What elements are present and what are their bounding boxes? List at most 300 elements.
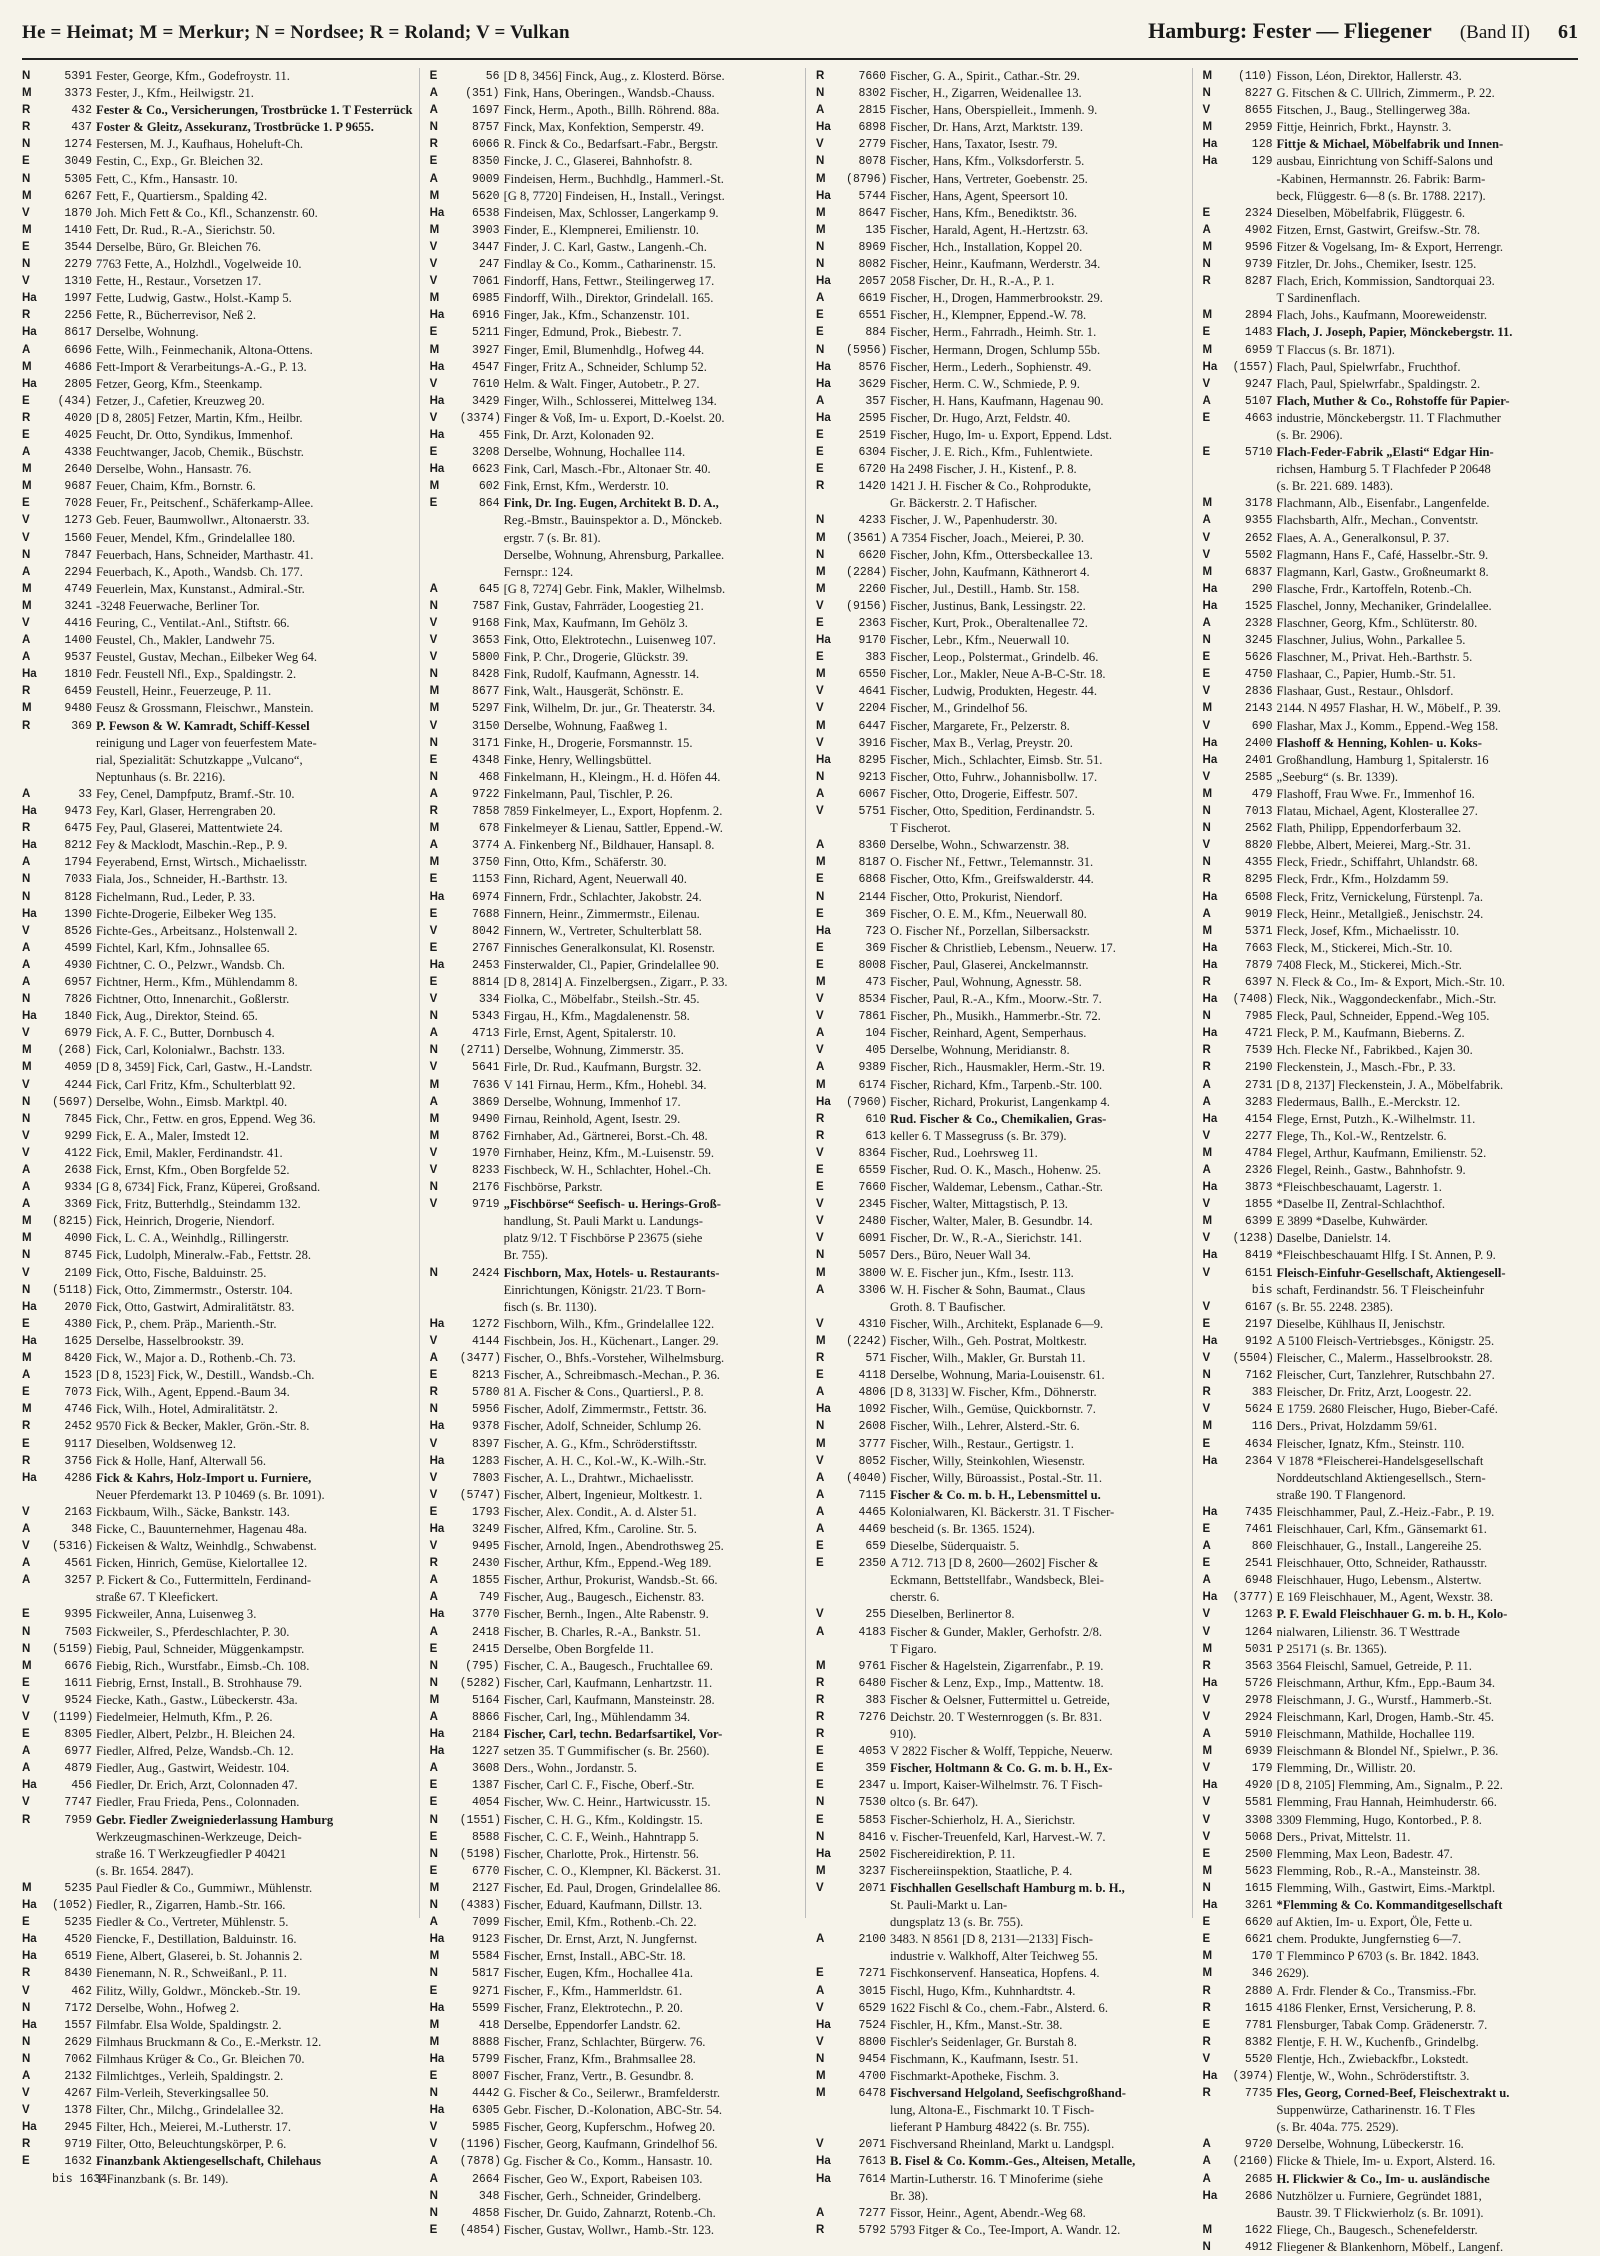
exchange-legend: He = Heimat; M = Merkur; N = Nordsee; R = Roland; V = Vulkan xyxy=(22,22,570,43)
phone-number: 9596 xyxy=(1244,240,1273,254)
phone-number: 5599 xyxy=(471,2001,500,2015)
exchange-code: Ha xyxy=(816,753,831,766)
directory-entry xyxy=(1203,376,1572,393)
phone-number: 9473 xyxy=(64,805,92,819)
directory-entry xyxy=(816,1555,1185,1572)
directory-entry xyxy=(816,1367,1185,1384)
entry-text: Fischer, Mich., Schlachter, Eimsb. Str. 51. xyxy=(890,752,1103,767)
phone-number: 4442 xyxy=(471,2087,500,2101)
entry-text: Fischer, O. E. M., Kfm., Neuerwall 80. xyxy=(890,906,1087,921)
entry-text: Fischer, Dr. Hans, Arzt, Marktstr. 139. xyxy=(890,120,1083,135)
directory-entry xyxy=(430,2085,799,2102)
entry-text: V 1878 *Fleischerei-Handelsgesellschaft xyxy=(1276,1453,1484,1468)
directory-entry xyxy=(22,273,413,290)
entry-text: Fischer, Hans, Agent, Speersort 10. xyxy=(890,188,1068,203)
exchange-code xyxy=(1203,478,1233,495)
directory-entry xyxy=(1203,2171,1572,2188)
entry-text: G. Fitschen & C. Ullrich, Zimmerm., P. 22. xyxy=(1276,86,1495,101)
directory-entry xyxy=(430,1794,799,1811)
phone-number: 437 xyxy=(71,121,92,135)
directory-entry xyxy=(1203,1863,1572,1880)
phone-number: 3563 xyxy=(1244,1659,1273,1673)
directory-entry xyxy=(22,1589,413,1606)
entry-text: Fischer, Richard, Kfm., Tarpenb.-Str. 100. xyxy=(890,1077,1103,1092)
exchange-code: E xyxy=(816,463,824,476)
entry-text: Fliege, Ch., Baugesch., Schenefelderstr. xyxy=(1276,2222,1478,2237)
directory-entry xyxy=(22,1965,413,1982)
exchange-code: Ha xyxy=(22,326,37,339)
exchange-code: Ha xyxy=(1202,599,1218,612)
entry-text: Fiebig, Paul, Schneider, Müggenkampstr. xyxy=(96,1641,305,1656)
exchange-code: R xyxy=(816,1728,825,1741)
entry-text: Flasche, Frdr., Kartoffeln, Rotenb.-Ch. xyxy=(1276,581,1472,596)
phone-number: 6957 xyxy=(64,975,92,989)
entry-text: Feucht, Dr. Otto, Syndikus, Immenhof. xyxy=(96,427,293,442)
phone-number: 2345 xyxy=(858,1198,887,1212)
directory-entry xyxy=(816,188,1185,205)
entry-text: Ha 2498 Fischer, J. H., Kistenf., P. 8. xyxy=(890,462,1077,477)
exchange-code: N xyxy=(429,2189,438,2202)
directory-entry xyxy=(430,1931,799,1948)
entry-text: Fischbörse, Parkstr. xyxy=(503,1180,603,1195)
entry-text: Finnern, Frdr., Schlachter, Jakobstr. 24. xyxy=(503,889,702,904)
phone-number: 3171 xyxy=(471,736,500,750)
entry-text: Fink, Ernst, Kfm., Werderstr. 10. xyxy=(503,479,669,494)
directory-entry xyxy=(1203,1538,1572,1555)
directory-entry xyxy=(1203,1436,1572,1453)
phone-number: 3927 xyxy=(471,343,500,357)
exchange-code: V xyxy=(22,1693,30,1706)
exchange-code: R xyxy=(1202,873,1211,886)
exchange-code: N xyxy=(816,1420,825,1433)
phone-number: 7271 xyxy=(858,1967,887,1981)
directory-entry xyxy=(22,119,413,136)
entry-text: Fitzen, Ernst, Gastwirt, Greifsw.-Str. 78. xyxy=(1276,222,1480,237)
exchange-code xyxy=(816,1948,846,1965)
entry-text: Fischer, Holtmann & Co. G. m. b. H., Ex- xyxy=(890,1761,1113,1776)
phone-number: 4641 xyxy=(858,685,887,699)
exchange-code: E xyxy=(22,2155,30,2168)
exchange-code: V xyxy=(816,2001,824,2014)
exchange-code: M xyxy=(429,685,440,698)
entry-text: Fischer, Franz, Schlachter, Bürgerw. 76. xyxy=(503,2034,706,2049)
exchange-code: V xyxy=(22,1796,30,1809)
entry-text: Finnisches Generalkonsulat, Kl. Rosenstr. xyxy=(503,940,715,955)
directory-entry xyxy=(1203,1983,1572,2000)
phone-number xyxy=(460,1282,504,1299)
entry-text: E 1759. 2680 Fleischer, Hugo, Bieber-Café. xyxy=(1276,1402,1498,1417)
exchange-code: M xyxy=(816,206,826,219)
exchange-code: A xyxy=(1202,514,1211,527)
exchange-code: A xyxy=(816,394,825,407)
exchange-code xyxy=(816,1589,846,1606)
entry-text: Fleck, Nik., Waggondeckenfabr., Mich.-Str. xyxy=(1276,992,1497,1007)
entry-text: Fischer, H., Klempner, Eppend.-W. 78. xyxy=(890,308,1087,323)
entry-text: Fischer, B. Charles, R.-A., Bankstr. 51. xyxy=(503,1624,701,1639)
directory-entry xyxy=(430,1589,799,1606)
directory-entry xyxy=(430,119,799,136)
exchange-code: V xyxy=(816,1608,824,1621)
phone-number: (1052) xyxy=(52,1899,94,1913)
directory-entry xyxy=(1203,256,1572,273)
phone-number: 2500 xyxy=(1244,1847,1273,1861)
exchange-code: E xyxy=(1202,446,1211,459)
entry-text: Fischer, Lor., Makler, Neue A-B-C-Str. 18. xyxy=(890,667,1106,682)
phone-number: 9722 xyxy=(471,787,500,801)
directory-entry xyxy=(430,2171,799,2188)
directory-entry xyxy=(430,718,799,735)
phone-number: 884 xyxy=(865,326,887,340)
directory-entry xyxy=(1203,1504,1572,1521)
entry-text: Fischer, Ww. C. Heinr., Hartwicusstr. 15. xyxy=(503,1795,711,1810)
entry-text: Fickbaum, Wilh., Säcke, Bankstr. 143. xyxy=(96,1504,290,1519)
entry-text: Fleischer, Ignatz, Kfm., Steinstr. 110. xyxy=(1276,1436,1465,1451)
exchange-code xyxy=(1203,2102,1233,2119)
exchange-code: E xyxy=(1202,411,1211,424)
exchange-code: R xyxy=(429,1557,438,1570)
entry-text: Fischer & Lenz, Exp., Imp., Mattentw. 18. xyxy=(890,1675,1104,1690)
phone-number: 2279 xyxy=(64,258,92,272)
phone-number: 6696 xyxy=(64,343,92,357)
exchange-code: Ha xyxy=(1202,753,1218,766)
entry-text: Fischer, Harald, Agent, H.-Hertzstr. 63. xyxy=(890,222,1089,237)
phone-number: 4054 xyxy=(471,1796,500,1810)
directory-entry xyxy=(1203,649,1572,666)
exchange-code: V xyxy=(429,1334,438,1347)
exchange-code: A xyxy=(429,1591,438,1604)
directory-entry xyxy=(816,752,1185,769)
directory-entry xyxy=(1203,752,1572,769)
directory-entry xyxy=(430,991,799,1008)
entry-text: Fischer, O., Bhfs.-Vorsteher, Wilhelmsburg. xyxy=(503,1351,725,1366)
directory-entry xyxy=(1203,239,1572,256)
phone-number: 4380 xyxy=(64,1317,92,1331)
exchange-code: V xyxy=(22,1505,30,1518)
phone-number: (8215) xyxy=(52,1215,94,1229)
exchange-code: V xyxy=(816,138,824,151)
entry-text: chem. Produkte, Jungfernstieg 6—7. xyxy=(1276,1932,1462,1947)
entry-text: Fischer, John, Kaufmann, Käthnerort 4. xyxy=(890,564,1090,579)
exchange-code: A xyxy=(1202,1540,1211,1553)
entry-text: Fischer, C. C. F., Weinh., Hahntrapp 5. xyxy=(503,1829,699,1844)
exchange-code xyxy=(1203,1470,1233,1487)
directory-entry xyxy=(1203,427,1572,444)
exchange-code: E xyxy=(429,155,438,168)
phone-number: 2629 xyxy=(64,2035,92,2049)
directory-entry xyxy=(816,1333,1185,1350)
directory-entry xyxy=(430,735,799,752)
entry-text: Rud. Fischer & Co., Chemikalien, Gras- xyxy=(890,1111,1107,1126)
directory-entry xyxy=(816,923,1185,940)
exchange-code: M xyxy=(1202,2223,1213,2236)
directory-entry xyxy=(22,1265,413,1282)
directory-entry xyxy=(816,1880,1185,1897)
exchange-code: N xyxy=(816,1830,825,1843)
exchange-code: M xyxy=(816,1266,826,1279)
header-right xyxy=(1148,18,1578,44)
entry-text: Flegel, Reinh., Gastw., Bahnhofstr. 9. xyxy=(1276,1163,1466,1177)
exchange-code xyxy=(22,1589,52,1606)
phone-number: (1551) xyxy=(459,1813,501,1827)
phone-number: 864 xyxy=(478,497,500,511)
phone-number: (351) xyxy=(465,87,500,101)
entry-text: Fischkonservenf. Hanseatica, Hopfens. 4. xyxy=(890,1966,1100,1981)
exchange-code: V xyxy=(816,2035,824,2048)
entry-text: Fleischer, Dr. Fritz, Arzt, Loogestr. 22. xyxy=(1276,1385,1472,1400)
entry-text: Fischer, Rud., Loehrsweg 11. xyxy=(890,1145,1038,1160)
directory-entry xyxy=(1203,1965,1572,1982)
directory-entry xyxy=(430,1948,799,1965)
phone-number: 1420 xyxy=(858,480,887,494)
entry-text: Flege, Th., Kol.-W., Rentzelstr. 6. xyxy=(1276,1128,1447,1143)
directory-entry xyxy=(22,1077,413,1094)
phone-number: 3447 xyxy=(471,240,500,254)
exchange-code: Ha xyxy=(1202,890,1218,903)
entry-text: Findeisen, Max, Schlosser, Langerkamp 9. xyxy=(503,205,719,220)
exchange-code: Ha xyxy=(429,1728,445,1741)
exchange-code: N xyxy=(1202,1369,1211,1382)
phone-number: 7663 xyxy=(1244,941,1273,955)
phone-number: 9490 xyxy=(471,1112,500,1126)
entry-text: Fichelmann, Rud., Leder, P. 33. xyxy=(96,889,255,904)
directory-entry xyxy=(430,1829,799,1846)
directory-entry xyxy=(430,2205,799,2222)
exchange-code: Ha xyxy=(22,668,37,681)
phone-number: 2260 xyxy=(858,582,887,596)
entry-text: Br. 755). xyxy=(503,1248,549,1263)
phone-number: 4310 xyxy=(858,1317,887,1331)
entry-text: Fleischhauer, Otto, Schneider, Rathausstr. xyxy=(1276,1556,1488,1571)
directory-entry xyxy=(22,1504,413,1521)
phone-number: (795) xyxy=(465,1659,500,1673)
exchange-code: V xyxy=(1202,1129,1211,1142)
exchange-code: A xyxy=(22,2069,31,2082)
phone-number: 1273 xyxy=(64,514,92,528)
phone-number xyxy=(1233,1487,1277,1504)
exchange-code: V xyxy=(22,1540,30,1553)
exchange-code: A xyxy=(22,1557,31,1570)
exchange-code: A xyxy=(22,634,31,647)
entry-text: Finger, Fritz A., Schneider, Schlump 52. xyxy=(503,359,707,374)
phone-number: 6559 xyxy=(858,1164,887,1177)
directory-entry xyxy=(22,598,413,615)
phone-number: (5697) xyxy=(52,1095,94,1109)
entry-text: Fick, A. F. C., Butter, Dornbusch 4. xyxy=(96,1026,275,1041)
phone-number xyxy=(846,1726,890,1743)
directory-entry xyxy=(430,256,799,273)
entry-text: Fick & Holle, Hanf, Alterwall 56. xyxy=(96,1453,266,1468)
phone-number: 116 xyxy=(1251,1420,1273,1434)
directory-entry xyxy=(22,1675,413,1692)
directory-entry xyxy=(22,1829,413,1846)
directory-entry xyxy=(816,1863,1185,1880)
exchange-code: M xyxy=(429,1078,440,1091)
directory-entry xyxy=(816,1675,1185,1692)
exchange-code: N xyxy=(22,70,31,82)
exchange-code: E xyxy=(429,1369,438,1382)
phone-number xyxy=(1233,188,1277,205)
exchange-code: A xyxy=(1202,2172,1211,2185)
exchange-code: M xyxy=(1202,1146,1213,1159)
directory-entry xyxy=(1203,974,1572,991)
phone-number: 6620 xyxy=(858,548,887,562)
entry-text: G. Fischer & Co., Seilerwr., Bramfelderstr. xyxy=(503,2086,721,2101)
entry-text: Fienemann, N. R., Schweißanl., P. 11. xyxy=(96,1966,287,1981)
entry-text: Feuer, Fr., Peitschenf., Schäferkamp-Allee. xyxy=(96,496,314,511)
entry-text: 1622 Fischl & Co., chem.-Fabr., Alsterd. 6. xyxy=(890,2000,1108,2015)
phone-number: 659 xyxy=(865,1540,887,1554)
directory-entry xyxy=(22,461,413,478)
exchange-code: Ha xyxy=(429,463,445,476)
phone-number: 6459 xyxy=(64,685,92,699)
exchange-code: V xyxy=(816,1881,824,1894)
directory-entry xyxy=(816,1846,1185,1863)
entry-text: Fischer, Georg, Kupferschm., Hofweg 20. xyxy=(503,2120,716,2135)
directory-entry xyxy=(22,410,413,427)
entry-text: T Figaro. xyxy=(890,1641,937,1656)
entry-text: Filter, Otto, Beleuchtungskörper, P. 6. xyxy=(96,2137,287,2152)
exchange-code: E xyxy=(429,1779,438,1792)
entry-text: Fleischhauer, G., Install., Langereihe 25. xyxy=(1276,1539,1482,1554)
exchange-code: A xyxy=(22,787,31,800)
exchange-code: A xyxy=(1202,1574,1211,1587)
phone-number: 6623 xyxy=(471,463,500,477)
directory-entry xyxy=(816,2000,1185,2017)
phone-number xyxy=(846,2119,890,2136)
entry-text: (s. Br. 404a. 775. 2529). xyxy=(1276,2120,1399,2135)
exchange-code: V xyxy=(22,1129,30,1142)
phone-number: 6868 xyxy=(858,873,887,887)
exchange-code: Ha xyxy=(1202,1454,1218,1467)
phone-number: 7073 xyxy=(64,1386,92,1400)
phone-number: 2805 xyxy=(64,377,92,391)
entry-text: Firle, Ernst, Agent, Spitalerstr. 10. xyxy=(503,1026,677,1041)
entry-text: straße 67. T Kleefickert. xyxy=(96,1590,219,1605)
directory-entry xyxy=(1203,854,1572,871)
entry-text: Fink, Walt., Hausgerät, Schönstr. E. xyxy=(503,684,684,699)
directory-entry xyxy=(430,1897,799,1914)
phone-number: 3429 xyxy=(471,394,500,408)
entry-text: 910). xyxy=(890,1727,917,1742)
phone-number: 5744 xyxy=(858,189,887,203)
phone-number: 2541 xyxy=(1244,1557,1273,1571)
phone-number: 1697 xyxy=(471,104,500,118)
phone-number: 2294 xyxy=(64,565,92,579)
exchange-code: V xyxy=(22,1984,30,1997)
phone-number: 645 xyxy=(478,582,500,596)
exchange-code: M xyxy=(429,822,440,835)
phone-number: 7826 xyxy=(64,993,92,1007)
phone-number: 4713 xyxy=(471,1027,500,1041)
entry-text: 7763 Fette, A., Holzhdl., Vogelweide 10. xyxy=(96,257,302,272)
phone-number: 5710 xyxy=(1244,446,1273,460)
directory-entry xyxy=(816,598,1185,615)
entry-text: *Flemming & Co. Kommanditgesellschaft xyxy=(1276,1898,1503,1913)
phone-number xyxy=(846,820,890,837)
entry-text: Feuer, Mendel, Kfm., Grindelallee 180. xyxy=(96,530,296,545)
directory-entry xyxy=(430,102,799,119)
exchange-code: Ha xyxy=(429,1317,445,1330)
exchange-code: Ha xyxy=(1202,2069,1218,2082)
phone-number: 4561 xyxy=(64,1557,92,1571)
directory-entry xyxy=(816,478,1185,495)
phone-number: 8364 xyxy=(858,1146,887,1160)
directory-entry xyxy=(22,1983,413,2000)
phone-number: 357 xyxy=(865,394,887,408)
exchange-code: M xyxy=(1202,1215,1213,1228)
phone-number: 9480 xyxy=(64,702,92,716)
exchange-code: Ha xyxy=(816,121,831,134)
directory-entry xyxy=(816,1230,1185,1247)
entry-text: Feuerbach, Hans, Schneider, Marthastr. 41. xyxy=(96,547,314,562)
entry-text: Fischer, Bernh., Ingen., Alte Rabenstr. 9. xyxy=(503,1607,709,1622)
exchange-code: M xyxy=(816,719,826,732)
entry-text: Fischhallen Gesellschaft Hamburg m. b. H., xyxy=(890,1880,1125,1895)
exchange-code: E xyxy=(1202,2018,1211,2031)
directory-entry xyxy=(816,1812,1185,1829)
directory-entry xyxy=(22,906,413,923)
entry-text: Flagmann, Karl, Gastw., Großneumarkt 8. xyxy=(1276,564,1489,579)
exchange-code: N xyxy=(22,548,31,561)
exchange-code: N xyxy=(22,1095,31,1108)
directory-entry xyxy=(816,530,1185,547)
entry-text: (s. Br. 221. 689. 1483). xyxy=(1276,479,1394,494)
directory-entry xyxy=(1203,1794,1572,1811)
entry-text: Fey, Cenel, Dampfputz, Bramf.-Str. 10. xyxy=(96,786,295,801)
exchange-code: Ha xyxy=(22,839,37,852)
entry-text: Fischer-Schierholz, H. A., Sierichstr. xyxy=(890,1812,1076,1827)
directory-entry xyxy=(22,1213,413,1230)
directory-entry xyxy=(816,1743,1185,1760)
directory-entry xyxy=(430,871,799,888)
directory-entry xyxy=(816,1504,1185,1521)
entry-text: Fittje, Heinrich, Fbrkt., Haynstr. 3. xyxy=(1276,120,1452,135)
directory-entry xyxy=(430,1709,799,1726)
directory-entry xyxy=(22,2102,413,2119)
directory-entry xyxy=(22,495,413,512)
exchange-code: E xyxy=(429,975,438,988)
directory-entry xyxy=(430,1572,799,1589)
phone-number: 1523 xyxy=(64,1369,92,1383)
directory-entry xyxy=(22,1521,413,1538)
directory-entry xyxy=(1203,1521,1572,1538)
entry-text: Fischer, Otto, Kfm., Greifswalderstr. 44. xyxy=(890,872,1094,887)
directory-entry xyxy=(430,376,799,393)
exchange-code: A xyxy=(429,2155,438,2168)
directory-entry xyxy=(816,906,1185,923)
entry-text: v. Fischer-Treuenfeld, Karl, Harvest.-W. 7. xyxy=(890,1829,1106,1844)
entry-text: Fischer, Eduard, Kaufmann, Dillstr. 13. xyxy=(503,1898,703,1913)
phone-number: 3369 xyxy=(64,1198,92,1212)
entry-text: Fischer, Emil, Kfm., Rothenb.-Ch. 22. xyxy=(503,1915,697,1930)
entry-text: Dieselbe, Kühlhaus II, Jenischstr. xyxy=(1276,1316,1446,1331)
entry-text: Fischer, Hch., Installation, Koppel 20. xyxy=(890,239,1083,254)
exchange-code: N xyxy=(1202,634,1211,647)
phone-number: 4599 xyxy=(64,941,92,955)
exchange-code: R xyxy=(816,1352,825,1365)
entry-text: Firle, Dr. Rud., Kaufmann, Burgstr. 32. xyxy=(503,1060,702,1075)
directory-entry xyxy=(1203,1641,1572,1658)
exchange-code: A xyxy=(22,651,31,664)
exchange-code: N xyxy=(1202,2240,1211,2253)
entry-text: Fischer, Leop., Polstermat., Grindelb. 46. xyxy=(890,650,1099,665)
phone-number: 9299 xyxy=(64,1129,92,1143)
phone-number: 4806 xyxy=(858,1386,887,1400)
exchange-code: V xyxy=(1202,1830,1211,1843)
entry-text: Flaschner, Georg, Kfm., Schlüterstr. 80. xyxy=(1276,616,1478,630)
entry-text: Fischer & Co. m. b. H., Lebensmittel u. xyxy=(890,1487,1101,1502)
entry-text: Fick, Otto, Zimmermstr., Osterstr. 104. xyxy=(96,1282,293,1297)
